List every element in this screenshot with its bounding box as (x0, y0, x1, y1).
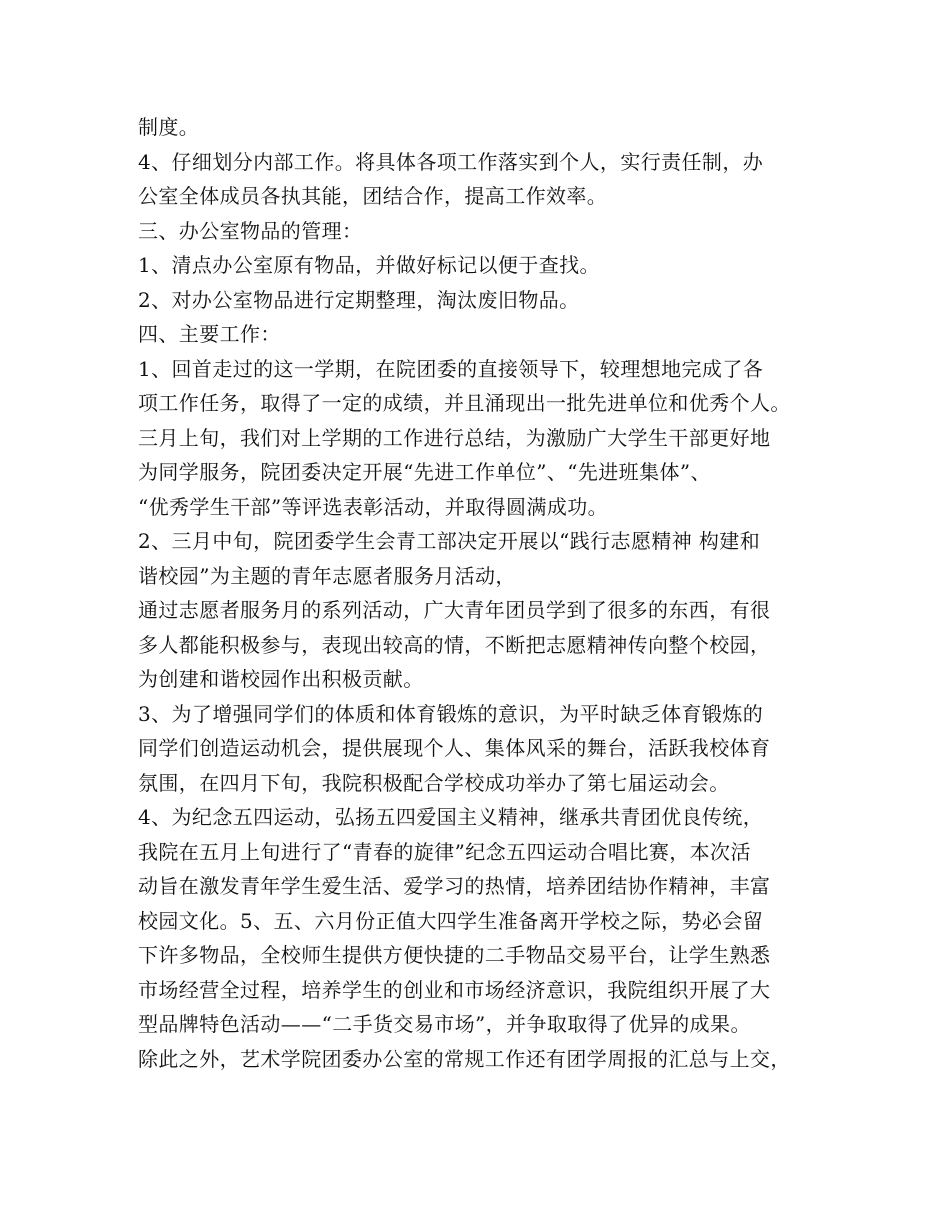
text-line: 1、清点办公室原有物品，并做好标记以便于查找。 (138, 253, 600, 277)
text-line: 1、回首走过的这一学期，在院团委的直接领导下，较理想地完成了各 (138, 356, 764, 381)
text-line: 氛围，在四月下旬，我院积极配合学校成功举办了第七届运动会。 (138, 770, 730, 795)
text-line: 4、仔细划分内部工作。将具体各项工作落实到个人，实行责任制，办 (138, 149, 764, 174)
text-line: 公室全体成员各执其能，团结合作，提高工作效率。 (138, 184, 608, 208)
text-line: 多人都能积极参与，表现出较高的情，不断把志愿精神传向整个校园， (138, 632, 771, 657)
text-line: 型品牌特色活动——“二手货交易市场”，并争取取得了优异的成果。 (138, 1012, 751, 1036)
text-line: 市场经营全过程，培养学生的创业和市场经济意识，我院组织开展了大 (138, 977, 771, 1002)
text-line: 谐校园”为主题的青年志愿者服务月活动， (138, 563, 516, 588)
text-line: 4、为纪念五四运动，弘扬五四爱国主义精神，继承共青团优良传统， (138, 805, 764, 829)
text-line: 三月上旬，我们对上学期的工作进行总结，为激励广大学生干部更好地 (138, 425, 771, 450)
text-line: 同学们创造运动机会，提供展现个人、集体风采的舞台，活跃我校体育 (138, 736, 771, 760)
text-line: 3、为了增强同学们的体质和体育锻炼的意识，为平时缺乏体育锻炼的 (138, 701, 764, 726)
text-line: 下许多物品，全校师生提供方便快捷的二手物品交易平台，让学生熟悉 (138, 943, 771, 967)
text-line: 为创建和谐校园作出积极贡献。 (138, 667, 424, 691)
text-line: 动旨在激发青年学生爱生活、爱学习的热情，培养团结协作精神，丰富 (138, 874, 771, 898)
text-line: 制度。 (138, 115, 200, 139)
text-line: 项工作任务，取得了一定的成绩，并且涌现出一批先进单位和优秀个人。 (138, 391, 791, 415)
text-line: 通过志愿者服务月的系列活动，广大青年团员学到了很多的东西，有很 (138, 598, 771, 622)
section-heading: 四、主要工作： (138, 322, 281, 346)
text-line: 校园文化。5、五、六月份正值大四学生准备离开学校之际，势必会留 (138, 908, 764, 933)
text-line: 除此之外，艺术学院团委办公室的常规工作还有团学周报的汇总与上交， (138, 1046, 791, 1071)
document-body (138, 110, 838, 1076)
text-line: 我院在五月上旬进行了“青春的旋律”纪念五四运动合唱比赛，本次活 (138, 839, 751, 864)
text-line: 2、三月中旬，院团委学生会青工部决定开展以“践行志愿精神 构建和 (138, 529, 761, 553)
text-line: 为同学服务，院团委决定开展“先进工作单位”、“先进班集体”、 (138, 460, 711, 484)
section-heading: 三、办公室物品的管理： (138, 218, 363, 243)
text-line: 2、对办公室物品进行定期整理，淘汰废旧物品。 (138, 287, 580, 312)
text-line: “优秀学生干部”等评选表彰活动，并取得圆满成功。 (138, 494, 609, 519)
